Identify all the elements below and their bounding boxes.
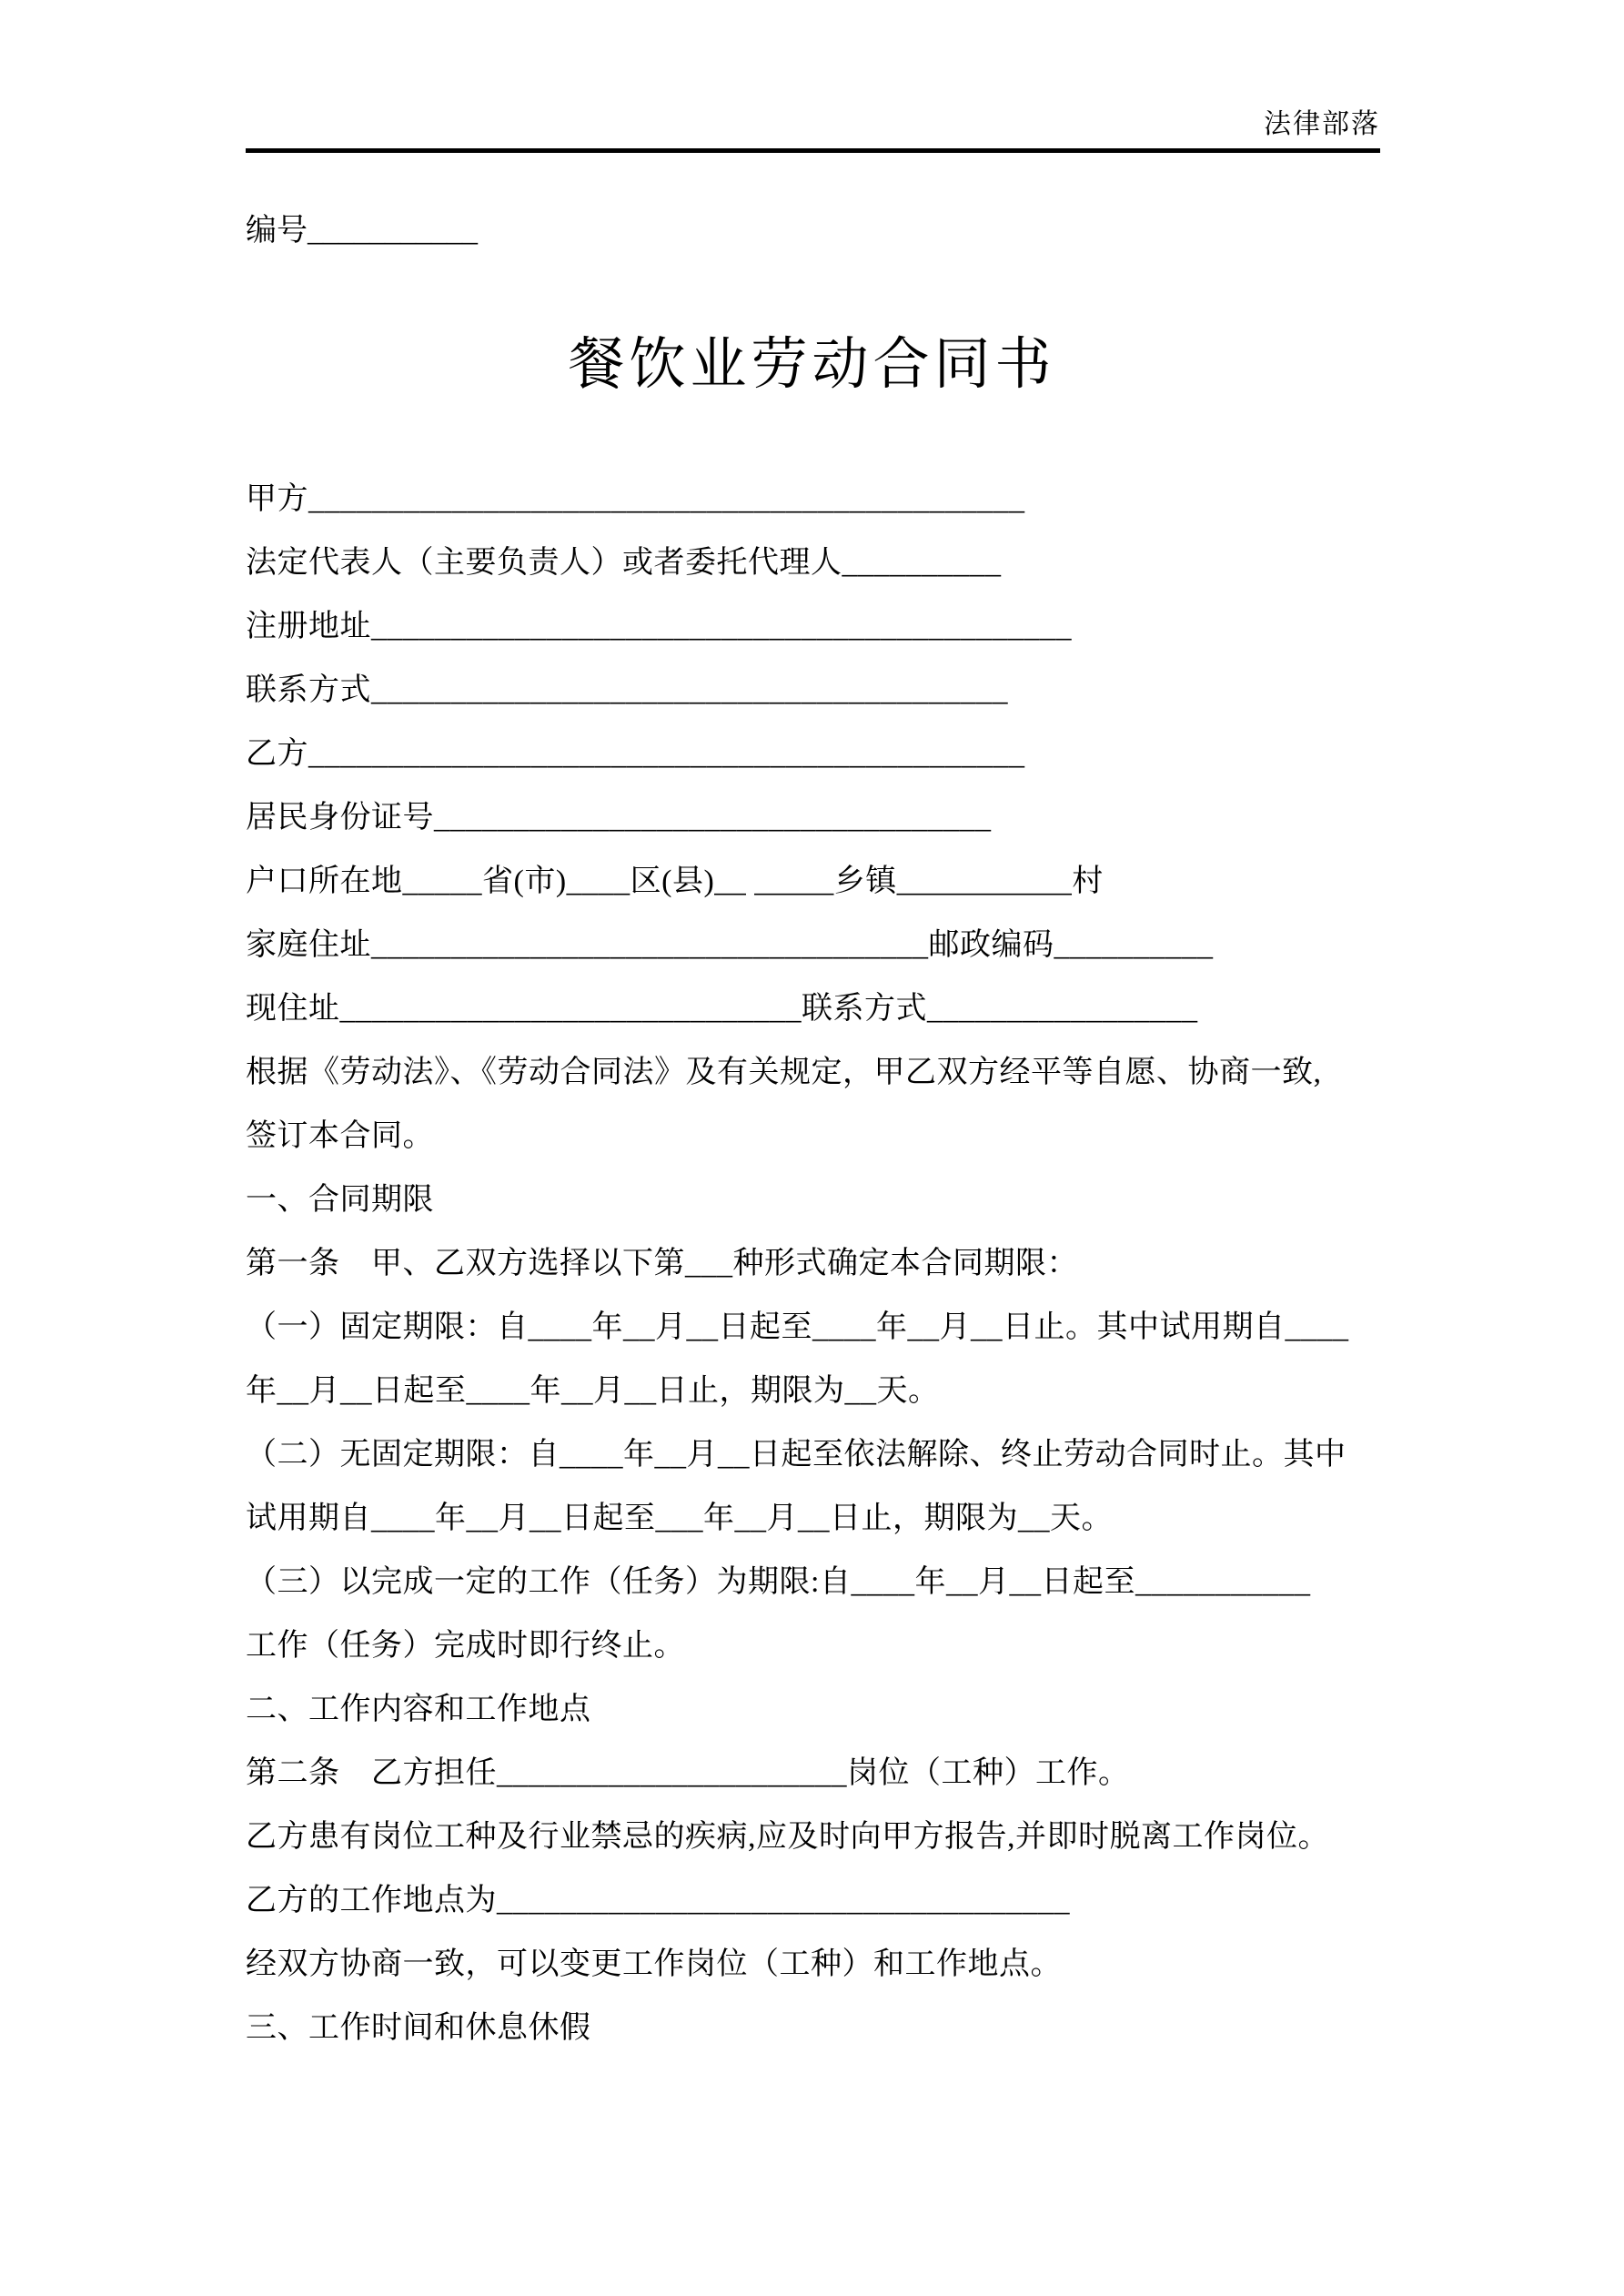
contract-body xyxy=(246,468,1398,2060)
serial-number: 编号___________ xyxy=(246,214,478,248)
clause-2-open-term-line-1: （二）无固定期限：自____年__月__日起至依法解除、终止劳动合同时止。其中 xyxy=(246,1438,1347,1472)
work-location-line: 乙方的工作地点为____________________________________ xyxy=(246,1884,1070,1917)
brand: 法律部落 xyxy=(1264,109,1380,139)
preamble-line-2: 签订本合同。 xyxy=(246,1119,434,1153)
household-registration-line: 户口所在地_____省(市)____区(县)__ _____乡镇___________村 xyxy=(246,865,1104,898)
legal-representative-line: 法定代表人（主要负责人）或者委托代理人__________ xyxy=(246,546,1002,580)
party-a-line: 甲方_____________________________________________ xyxy=(246,482,1025,516)
id-number-line: 居民身份证号___________________________________ xyxy=(246,801,992,834)
preamble-line-1: 根据《劳动法》、《劳动合同法》及有关规定，甲乙双方经平等自愿、协商一致, xyxy=(246,1056,1322,1089)
current-address-line: 现住址_____________________________联系方式_________________ xyxy=(246,992,1198,1026)
section-3-heading: 三、工作时间和休息休假 xyxy=(246,2011,591,2045)
header-rule xyxy=(246,148,1380,153)
clause-3-task-term-line-1: （三）以完成一定的工作（任务）为期限:自____年__月__日起至___________ xyxy=(246,1565,1311,1599)
clause-3-task-term-line-2: 工作（任务）完成时即行终止。 xyxy=(246,1629,685,1663)
article-2-disease-line: 乙方患有岗位工种及行业禁忌的疾病,应及时向甲方报告,并即时脱离工作岗位。 xyxy=(246,1820,1329,1854)
change-agreement-line: 经双方协商一致，可以变更工作岗位（工种）和工作地点。 xyxy=(246,1947,1062,1981)
registered-address-line: 注册地址____________________________________________ xyxy=(246,610,1072,643)
clause-2-open-term-line-2: 试用期自____年__月__日起至___年__月__日止，期限为__天。 xyxy=(246,1502,1113,1535)
clause-1-fixed-term-line-1: （一）固定期限：自____年__月__日起至____年__月__日止。其中试用期自____ xyxy=(246,1310,1349,1344)
party-b-line: 乙方_____________________________________________ xyxy=(246,737,1025,771)
section-1-heading: 一、合同期限 xyxy=(246,1183,434,1217)
document-title: 餐饮业劳动合同书 xyxy=(568,334,1056,396)
home-address-line: 家庭住址___________________________________邮政编码__________ xyxy=(246,928,1214,962)
clause-1-fixed-term-line-2: 年__月__日起至____年__月__日止，期限为__天。 xyxy=(246,1374,940,1408)
article-1-line: 第一条 甲、乙双方选择以下第___种形式确定本合同期限： xyxy=(246,1247,1078,1280)
party-a-contact-line: 联系方式________________________________________ xyxy=(246,673,1008,707)
article-2-line: 第二条 乙方担任______________________岗位（工种）工作。 xyxy=(246,1756,1130,1790)
section-2-heading: 二、工作内容和工作地点 xyxy=(246,1693,591,1726)
